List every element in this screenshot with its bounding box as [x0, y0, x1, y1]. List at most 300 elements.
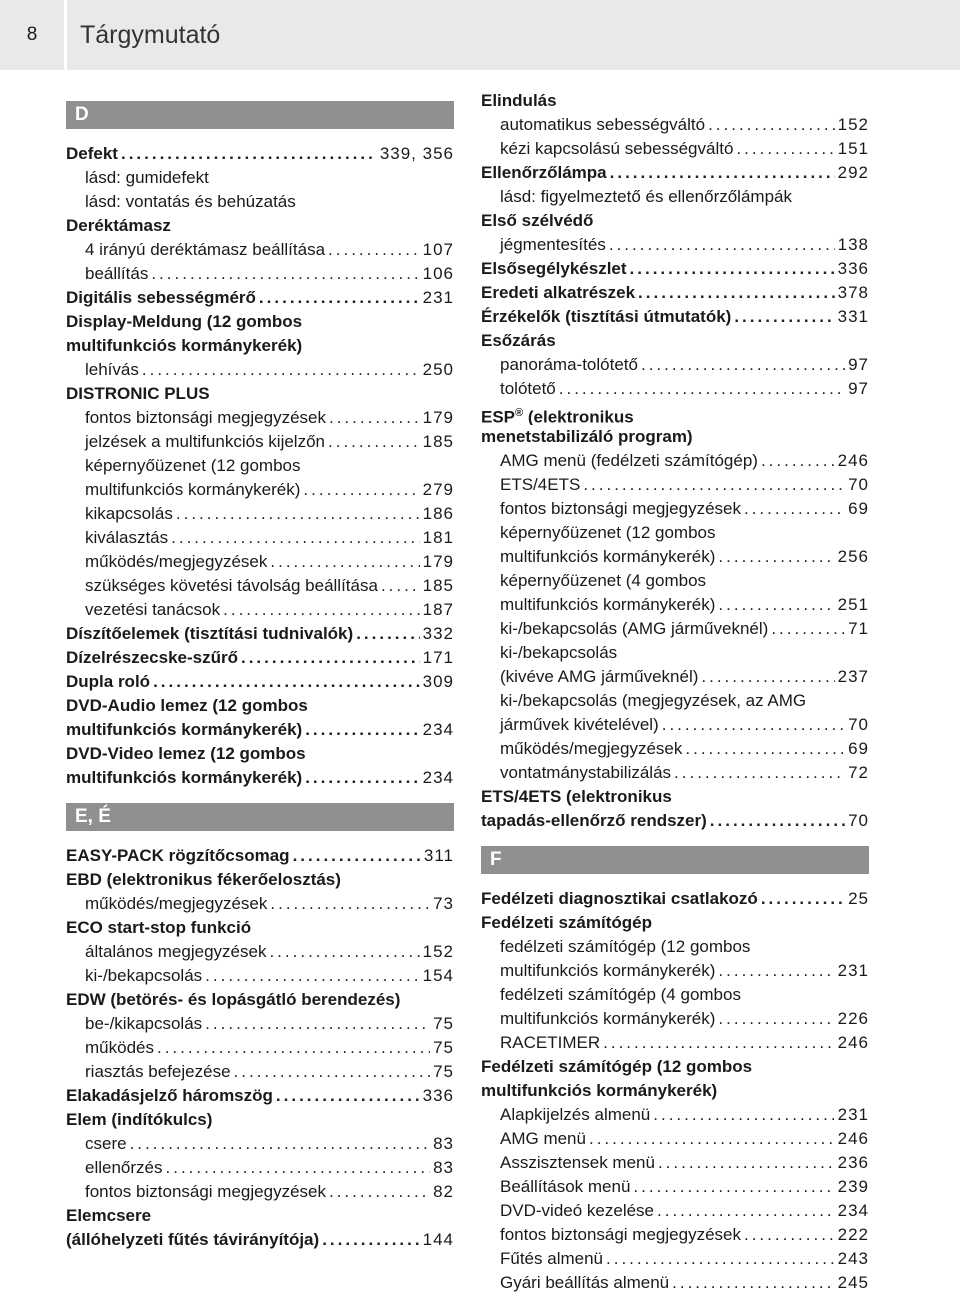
entry-term: ESP® (elektronikus	[481, 407, 634, 425]
entry-term: multifunkciós kormánykerék)	[66, 768, 303, 787]
entry-term: EASY-PACK rögzítőcsomag	[66, 846, 290, 865]
index-subentry	[481, 1127, 869, 1151]
index-subentry	[481, 137, 869, 161]
dot-leader	[638, 281, 835, 305]
entry-term: menetstabilizáló program)	[481, 427, 693, 446]
index-entry	[66, 916, 454, 940]
index-subentry	[66, 358, 454, 382]
dot-leader	[734, 305, 834, 329]
page-reference: 331	[837, 307, 869, 326]
dot-leader	[672, 1271, 834, 1295]
page-reference: 234	[422, 720, 454, 739]
dot-leader	[328, 238, 420, 262]
index-subentry	[66, 166, 454, 190]
page-reference: 239	[837, 1177, 869, 1196]
dot-leader	[718, 545, 834, 569]
dot-leader	[744, 1223, 835, 1247]
entry-term: Elindulás	[481, 91, 557, 110]
index-entry	[481, 281, 869, 305]
entry-term: fontos biztonsági megjegyzések	[85, 408, 326, 427]
entry-term: jelzések a multifunkciós kijelzőn	[85, 432, 325, 451]
index-subentry	[66, 1180, 454, 1204]
dot-leader	[761, 887, 845, 911]
index-entry	[66, 868, 454, 892]
index-entry	[66, 1204, 454, 1228]
dot-leader	[603, 1031, 835, 1055]
page-reference: 75	[433, 1038, 454, 1057]
dot-leader	[322, 1228, 419, 1252]
index-entry	[66, 646, 454, 670]
index-entry	[66, 334, 454, 358]
entry-term: AMG menü (fedélzeti számítógép)	[500, 451, 758, 470]
index-entry	[481, 329, 869, 353]
entry-term: általános megjegyzések	[85, 942, 267, 961]
dot-leader	[609, 233, 835, 257]
index-subentry	[481, 935, 869, 959]
index-subentry	[481, 353, 869, 377]
index-subentry	[481, 1247, 869, 1271]
entry-term: (kivéve AMG járműveknél)	[500, 667, 699, 686]
page-reference: 185	[422, 576, 454, 595]
index-subentry	[481, 959, 869, 983]
index-subentry	[481, 1175, 869, 1199]
page-reference: 251	[837, 595, 869, 614]
index-entry	[481, 1079, 869, 1103]
index-subentry	[66, 1060, 454, 1084]
index-subentry	[481, 593, 869, 617]
page-reference: 144	[422, 1230, 454, 1249]
dot-leader	[305, 718, 419, 742]
section-heading: E, É	[66, 803, 454, 831]
page-reference: 181	[422, 528, 454, 547]
page-reference: 311	[423, 846, 454, 865]
page-reference: 25	[848, 889, 869, 908]
index-entry	[66, 382, 454, 406]
dot-leader	[176, 502, 420, 526]
index-subentry	[481, 185, 869, 209]
entry-term: fontos biztonsági megjegyzések	[500, 1225, 741, 1244]
index-subentry	[481, 983, 869, 1007]
dot-leader	[658, 1151, 835, 1175]
dot-leader	[641, 353, 845, 377]
page-reference: 231	[837, 961, 869, 980]
index-entry	[66, 214, 454, 238]
index-column-left	[66, 89, 454, 1252]
page-reference: 70	[848, 811, 869, 830]
index-subentry	[481, 233, 869, 257]
entry-term: lásd: gumidefekt	[85, 168, 209, 187]
index-entry	[66, 694, 454, 718]
index-entry	[66, 1228, 454, 1252]
index-subentry	[66, 478, 454, 502]
page-reference: 378	[837, 283, 869, 302]
entry-term: Elsősegélykészlet	[481, 259, 627, 278]
dot-leader	[259, 286, 420, 310]
page-reference: 250	[422, 360, 454, 379]
dot-leader	[130, 1132, 431, 1156]
index-entry	[66, 1084, 454, 1108]
dot-leader	[356, 622, 419, 646]
page-reference: 309	[422, 672, 454, 691]
entry-term: tolótető	[500, 379, 556, 398]
dot-leader	[718, 593, 834, 617]
dot-leader	[708, 113, 835, 137]
page-reference: 75	[433, 1062, 454, 1081]
entry-term: működés	[85, 1038, 154, 1057]
dot-leader	[662, 713, 845, 737]
entry-term: Fedélzeti számítógép	[481, 913, 652, 932]
dot-leader	[630, 257, 835, 281]
page-reference: 222	[837, 1225, 869, 1244]
dot-leader	[606, 1247, 835, 1271]
dot-leader	[329, 1180, 430, 1204]
index-entry	[66, 1108, 454, 1132]
dot-leader	[269, 940, 419, 964]
page-number: 8	[26, 24, 38, 45]
index-subentry	[66, 502, 454, 526]
dot-leader	[381, 574, 420, 598]
entry-term: kézi kapcsolású sebességváltó	[500, 139, 734, 158]
dot-leader	[710, 809, 845, 833]
dot-leader	[270, 550, 419, 574]
entry-term: automatikus sebességváltó	[500, 115, 706, 134]
dot-leader	[328, 430, 420, 454]
page-reference: 69	[848, 739, 869, 758]
entry-term: ECO start-stop funkció	[66, 918, 252, 937]
index-entry	[481, 401, 869, 425]
index-subentry	[66, 406, 454, 430]
entry-term: multifunkciós kormánykerék)	[85, 480, 301, 499]
page-reference: 236	[837, 1153, 869, 1172]
entry-term: ETS/4ETS	[500, 475, 581, 494]
index-subentry	[66, 892, 454, 916]
page-reference: 279	[422, 480, 454, 499]
entry-term: DISTRONIC PLUS	[66, 384, 210, 403]
entry-term: lehívás	[85, 360, 139, 379]
registered-mark: ®	[515, 407, 524, 419]
page-reference: 151	[837, 139, 869, 158]
entry-term: Asszisztensek menü	[500, 1153, 655, 1172]
entry-term: képernyőüzenet (12 gombos	[85, 456, 301, 475]
entry-term: Díszítőelemek (tisztítási tudnivalók)	[66, 624, 354, 643]
page-reference: 246	[837, 1033, 869, 1052]
entry-term: szükséges követési távolság beállítása	[85, 576, 378, 595]
dot-leader	[610, 161, 835, 185]
index-subentry	[481, 713, 869, 737]
index-subentry	[66, 964, 454, 988]
dot-leader	[303, 478, 419, 502]
page-reference: 243	[837, 1249, 869, 1268]
page-reference: 256	[837, 547, 869, 566]
entry-term: DVD-Audio lemez (12 gombos	[66, 696, 308, 715]
index-subentry	[66, 430, 454, 454]
entry-term: működés/megjegyzések	[500, 739, 683, 758]
page-reference: 246	[837, 1129, 869, 1148]
index-entry	[481, 1055, 869, 1079]
entry-term: Elem (indítókulcs)	[66, 1110, 213, 1129]
dot-leader	[305, 766, 419, 790]
dot-leader	[633, 1175, 834, 1199]
index-entry	[481, 785, 869, 809]
entry-term: fontos biztonsági megjegyzések	[85, 1182, 326, 1201]
dot-leader	[166, 1156, 431, 1180]
index-subentry	[481, 113, 869, 137]
index-subentry	[481, 761, 869, 785]
dot-leader	[761, 449, 835, 473]
page-reference: 246	[837, 451, 869, 470]
index-entry	[481, 887, 869, 911]
dot-leader	[657, 1199, 835, 1223]
entry-term: Display-Meldung (12 gombos	[66, 312, 303, 331]
page-reference: 70	[848, 475, 869, 494]
index-subentry	[66, 1156, 454, 1180]
index-subentry	[481, 641, 869, 665]
entry-term: Ellenőrzőlámpa	[481, 163, 607, 182]
entry-term: EBD (elektronikus fékerőelosztás)	[66, 870, 341, 889]
entry-term: fedélzeti számítógép (4 gombos	[500, 985, 741, 1004]
entry-term: képernyőüzenet (12 gombos	[500, 523, 716, 542]
page-reference: 83	[433, 1158, 454, 1177]
page-reference: 171	[422, 648, 454, 667]
entry-term: DVD-videó kezelése	[500, 1201, 655, 1220]
index-subentry	[481, 1031, 869, 1055]
dot-leader	[685, 737, 845, 761]
page-reference: 97	[848, 355, 869, 374]
entry-term: Beállítások menü	[500, 1177, 631, 1196]
page-reference: 97	[848, 379, 869, 398]
entry-term: Deréktámasz	[66, 216, 171, 235]
index-entry	[66, 718, 454, 742]
index-entry	[66, 310, 454, 334]
entry-term: Elakadásjelző háromszög	[66, 1086, 273, 1105]
page-reference: 339, 356	[379, 144, 454, 163]
index-entry	[66, 844, 454, 868]
index-subentry	[66, 526, 454, 550]
entry-term: vezetési tanácsok	[85, 600, 221, 619]
index-subentry	[481, 617, 869, 641]
dot-leader	[121, 142, 377, 166]
page-reference: 106	[422, 264, 454, 283]
index-subentry	[66, 190, 454, 214]
entry-term: működés/megjegyzések	[85, 552, 268, 571]
entry-term: riasztás befejezése	[85, 1062, 231, 1081]
index-subentry	[66, 454, 454, 478]
entry-term: Esőzárás	[481, 331, 556, 350]
index-subentry	[481, 665, 869, 689]
entry-term: AMG menü	[500, 1129, 586, 1148]
dot-leader	[329, 406, 420, 430]
index-entry	[481, 257, 869, 281]
index-subentry	[481, 377, 869, 401]
entry-term: panoráma-tolótető	[500, 355, 638, 374]
page-reference: 332	[422, 624, 454, 643]
dot-leader	[744, 497, 845, 521]
page-header	[0, 0, 960, 70]
page-reference: 187	[422, 600, 454, 619]
index-entry	[481, 305, 869, 329]
entry-term: Dízelrészecske-szűrő	[66, 648, 238, 667]
page-reference: 231	[837, 1105, 869, 1124]
page-reference: 83	[433, 1134, 454, 1153]
dot-leader	[589, 1127, 835, 1151]
index-subentry	[481, 1103, 869, 1127]
index-entry	[481, 809, 869, 833]
entry-term: Gyári beállítás almenü	[500, 1273, 670, 1292]
page-reference: 75	[433, 1014, 454, 1033]
index-subentry	[481, 473, 869, 497]
index-subentry	[481, 1271, 869, 1295]
index-subentry	[481, 689, 869, 713]
page-reference: 234	[422, 768, 454, 787]
page-reference: 237	[837, 667, 869, 686]
index-entry	[481, 425, 869, 449]
entry-term: multifunkciós kormánykerék)	[500, 961, 716, 980]
index-subentry	[66, 598, 454, 622]
index-subentry	[481, 545, 869, 569]
dot-leader	[718, 959, 834, 983]
page-reference: 70	[848, 715, 869, 734]
entry-term: járművek kivételével)	[500, 715, 659, 734]
entry-term: fontos biztonsági megjegyzések	[500, 499, 741, 518]
index-subentry	[481, 737, 869, 761]
entry-term: 4 irányú deréktámasz beállítása	[85, 240, 326, 259]
index-subentry	[481, 1223, 869, 1247]
page-reference: 185	[422, 432, 454, 451]
page-reference: 179	[422, 552, 454, 571]
entry-term: multifunkciós kormánykerék)	[500, 547, 716, 566]
page-reference: 245	[837, 1273, 869, 1292]
entry-term: lásd: figyelmeztető és ellenőrzőlámpák	[500, 187, 792, 206]
dot-leader	[157, 1036, 430, 1060]
dot-leader	[205, 964, 419, 988]
entry-term: Érzékelők (tisztítási útmutatók)	[481, 307, 732, 326]
index-entry	[66, 286, 454, 310]
page-reference: 152	[422, 942, 454, 961]
index-subentry	[66, 1036, 454, 1060]
entry-term: multifunkciós kormánykerék)	[481, 1081, 718, 1100]
entry-term: fedélzeti számítógép (12 gombos	[500, 937, 751, 956]
entry-term: ki-/bekapcsolás (AMG járműveknél)	[500, 619, 769, 638]
page-title: Tárgymutató	[80, 20, 221, 49]
entry-term: DVD-Video lemez (12 gombos	[66, 744, 306, 763]
page-reference: 152	[837, 115, 869, 134]
entry-term: tapadás-ellenőrző rendszer)	[481, 811, 707, 830]
entry-term: Digitális sebességmérő	[66, 288, 256, 307]
dot-leader	[701, 665, 834, 689]
dot-leader	[205, 1012, 430, 1036]
entry-term: kikapcsolás	[85, 504, 173, 523]
page-reference: 336	[837, 259, 869, 278]
index-entry	[66, 622, 454, 646]
index-entry	[66, 670, 454, 694]
entry-term: lásd: vontatás és behúzatás	[85, 192, 296, 211]
dot-leader	[241, 646, 420, 670]
page-reference: 71	[848, 619, 869, 638]
entry-term: multifunkciós kormánykerék)	[500, 595, 716, 614]
dot-leader	[270, 892, 430, 916]
entry-term: Elemcsere	[66, 1206, 152, 1225]
index-subentry	[481, 1151, 869, 1175]
dot-leader	[223, 598, 419, 622]
entry-term: EDW (betörés- és lopásgátló berendezés)	[66, 990, 401, 1009]
page-reference: 179	[422, 408, 454, 427]
index-subentry	[66, 238, 454, 262]
page-reference: 336	[422, 1086, 454, 1105]
entry-term: Dupla roló	[66, 672, 151, 691]
index-subentry	[66, 574, 454, 598]
index-subentry	[481, 569, 869, 593]
dot-leader	[142, 358, 420, 382]
dot-leader	[234, 1060, 431, 1084]
page-reference: 234	[837, 1201, 869, 1220]
entry-term: (állóhelyzeti fűtés távirányítója)	[66, 1230, 320, 1249]
page-reference: 82	[433, 1182, 454, 1201]
entry-term: ETS/4ETS (elektronikus	[481, 787, 672, 806]
page-reference: 231	[422, 288, 454, 307]
dot-leader	[171, 526, 419, 550]
entry-term: működés/megjegyzések	[85, 894, 268, 913]
section-heading: D	[66, 101, 454, 129]
index-entry	[66, 766, 454, 790]
entry-term: multifunkciós kormánykerék)	[66, 336, 303, 355]
page-reference: 72	[848, 763, 869, 782]
dot-leader	[771, 617, 845, 641]
index-entry	[66, 988, 454, 1012]
section-heading: F	[481, 846, 869, 874]
dot-leader	[153, 670, 420, 694]
entry-term: Első szélvédő	[481, 211, 594, 230]
dot-leader	[718, 1007, 834, 1031]
page-reference: 73	[433, 894, 454, 913]
entry-term: ki-/bekapcsolás (megjegyzések, az AMG	[500, 691, 807, 710]
index-subentry	[481, 521, 869, 545]
index-entry	[481, 911, 869, 935]
entry-term: ellenőrzés	[85, 1158, 163, 1177]
index-subentry	[66, 550, 454, 574]
header-divider	[64, 0, 67, 70]
entry-term: Eredeti alkatrészek	[481, 283, 636, 302]
entry-term: képernyőüzenet (4 gombos	[500, 571, 707, 590]
index-subentry	[66, 1132, 454, 1156]
dot-leader	[151, 262, 419, 286]
entry-term: RACETIMER	[500, 1033, 601, 1052]
dot-leader	[736, 137, 834, 161]
entry-term: csere	[85, 1134, 127, 1153]
page-reference: 69	[848, 499, 869, 518]
entry-term: be-/kikapcsolás	[85, 1014, 203, 1033]
index-subentry	[481, 1007, 869, 1031]
entry-term: Fedélzeti diagnosztikai csatlakozó	[481, 889, 758, 908]
dot-leader	[293, 844, 421, 868]
index-column-right	[481, 89, 869, 1295]
page-reference: 186	[422, 504, 454, 523]
entry-term: Fedélzeti számítógép (12 gombos	[481, 1057, 753, 1076]
index-subentry	[481, 449, 869, 473]
index-subentry	[66, 940, 454, 964]
page-reference: 226	[837, 1009, 869, 1028]
index-subentry	[481, 497, 869, 521]
index-subentry	[481, 1199, 869, 1223]
entry-term: beállítás	[85, 264, 149, 283]
dot-leader	[653, 1103, 834, 1127]
index-entry	[66, 142, 454, 166]
dot-leader	[559, 377, 845, 401]
index-subentry	[66, 262, 454, 286]
page-reference: 107	[422, 240, 454, 259]
page-reference: 154	[422, 966, 454, 985]
entry-term: ki-/bekapcsolás	[85, 966, 203, 985]
entry-term: vontatmánystabilizálás	[500, 763, 672, 782]
